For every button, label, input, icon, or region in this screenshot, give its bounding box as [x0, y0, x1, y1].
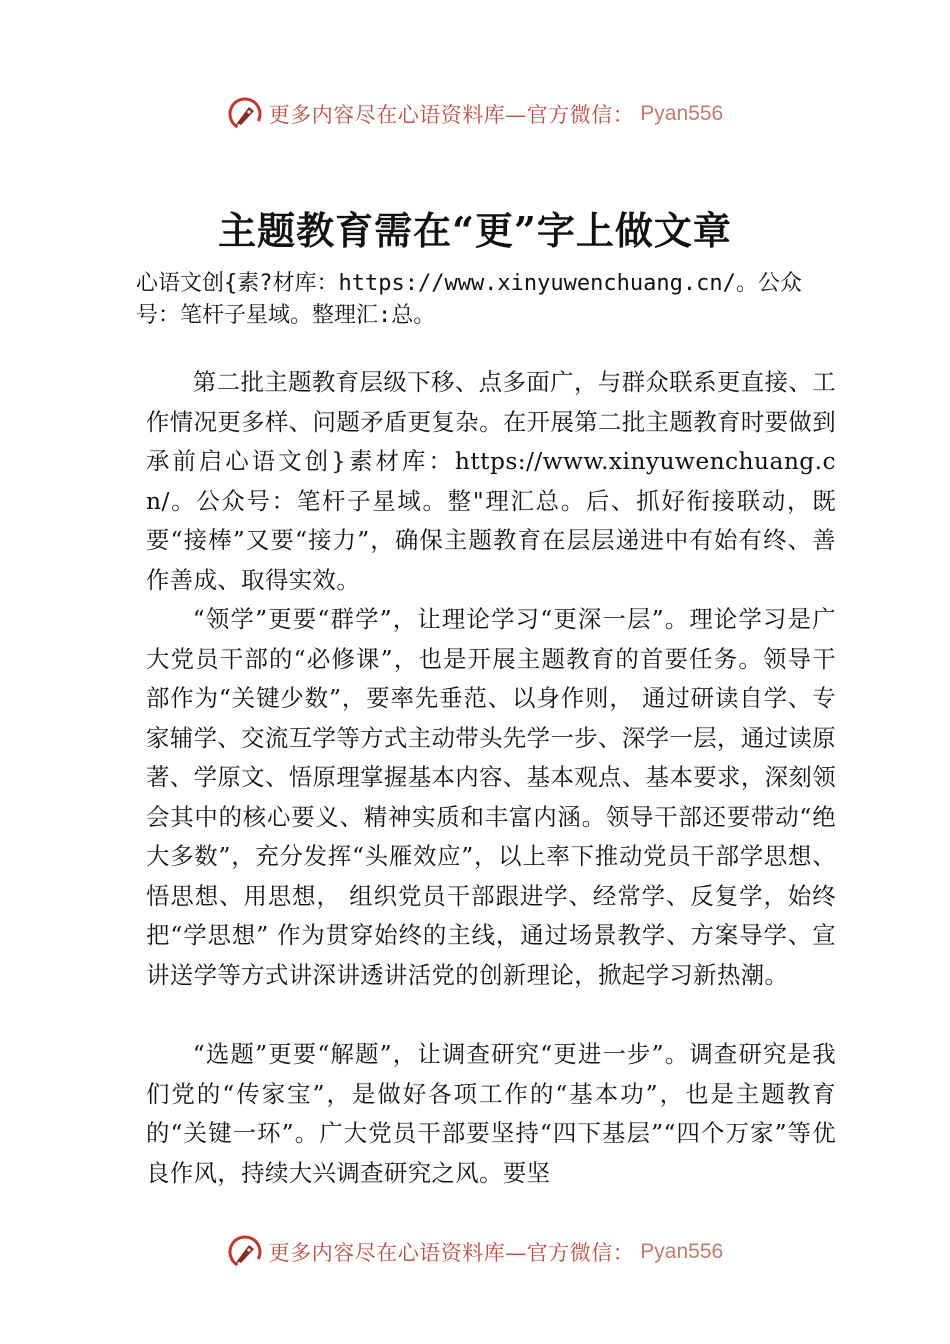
paragraph-text: “选题”更要“解题”，让调查研究“更进一步”。调查研究是我们党的“传家宝”，是做好各项工作的“基本功”，也是主题教育的“关键一环”。广大党员干部要坚持“四下基层”“四个万家”等优良作风，持续大兴调查研究之风。要坚 — [146, 1040, 836, 1187]
source-line: 心语文创{素?材库：https://www.xinyuwenchuang.cn/。公众号：笔杆子星域。整理汇:总。 — [136, 271, 802, 328]
footer-banner — [0, 1232, 950, 1272]
header-banner — [0, 94, 950, 134]
paragraph-3 — [146, 1035, 836, 1193]
paragraph-1 — [146, 363, 836, 600]
paragraph-text: 第二批主题教育层级下移、点多面广，与群众联系更直接、工作情况更多样、问题矛盾更复杂。在开展第二批主题教育时要做到承前启心语文创}素材库：https://www.xinyuwenchuang.cn/。公众号：笔杆子星域。整"理汇总。后、抓好衔接联动，既要“接棒”又要“接力”，确保主题教育在层层递进中有始有终、善作善成、取得实效。 — [146, 368, 836, 594]
paragraph-2 — [146, 600, 836, 995]
banner-text: 更多内容尽在心语资料库—官方微信： — [268, 1241, 635, 1265]
banner-text: 更多内容尽在心语资料库—官方微信： — [268, 103, 635, 127]
paragraph-text: “领学”更要“群学”，让理论学习“更深一层”。理论学习是广大党员干部的“必修课”，也是开展主题教育的首要任务。领导干部作为“关键少数”，要率先垂范、以身作则， 通过研读自学、专家辅学、交流互学等方式主动带头先学一步、深学一层，通过读原著、学原文、悟原理掌握基本内容、基本观点、基本要求，深刻领会其中的核心要义、精神实质和丰富内涵。领导干部还要带动“绝大多数”，充分发挥“头雁效应”，以上率下推动党员干部学思想、悟思想、用思想， 组织党员干部跟进学、经常学、反复学，始终把“学思想” 作为贯穿始终的主线，通过场景教学、方案导学、宣讲送学等方式讲深讲透讲活党的创新理论，掀起学习新热潮。 — [146, 605, 836, 989]
wechat-id: Pyan556 — [640, 1240, 724, 1263]
wechat-id: Pyan556 — [640, 102, 724, 125]
document-title: 主题教育需在“更”字上做文章 — [218, 208, 732, 253]
pen-nib-logo-icon — [227, 96, 263, 132]
pen-nib-logo-icon — [227, 1234, 263, 1270]
